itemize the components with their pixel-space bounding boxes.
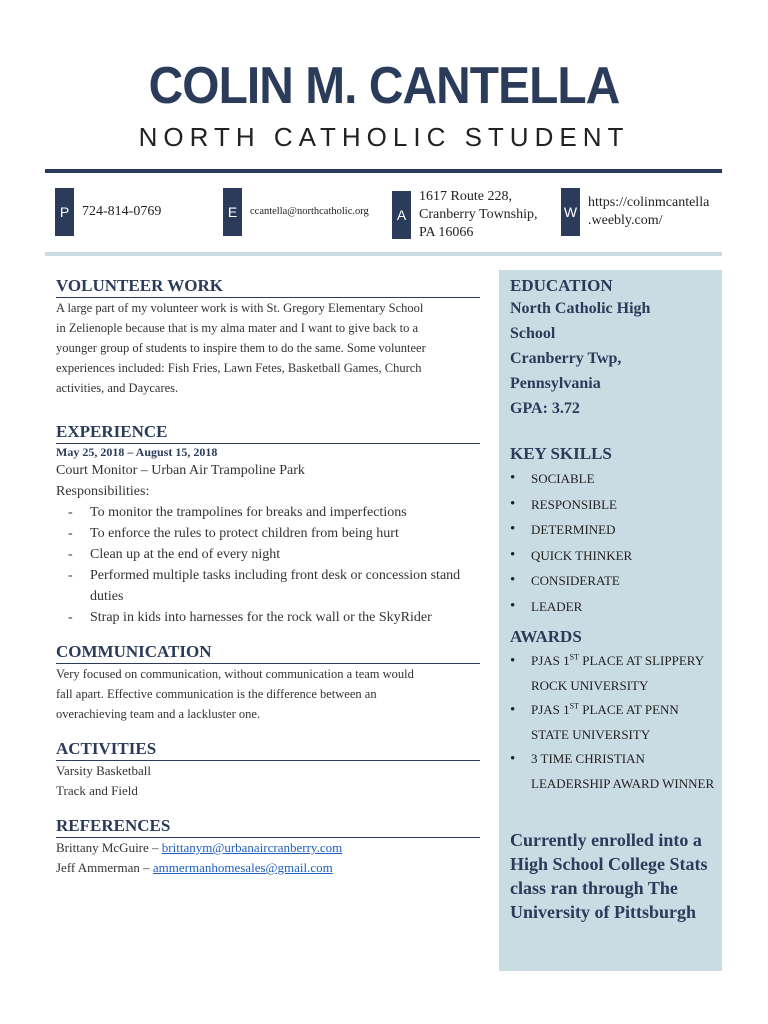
list-item: Varsity Basketball (56, 763, 151, 778)
references-heading: REFERENCES (56, 816, 480, 838)
education-section (510, 276, 716, 421)
list-item: - To enforce the rules to protect children from being hurt (56, 523, 480, 544)
experience-section (56, 422, 480, 628)
list-item: - To monitor the trampolines for breaks and imperfections (56, 502, 480, 523)
reference-email-link[interactable]: brittanym@urbanaircranberry.com (161, 840, 343, 855)
email-value[interactable]: ccantella@northcatholic.org (250, 206, 369, 217)
activities-list (56, 761, 480, 801)
list-item: • RESPONSIBLE (510, 492, 716, 518)
website-value[interactable]: https://colinmcantella .weebly.com/ (588, 195, 710, 228)
communication-heading: COMMUNICATION (56, 642, 480, 664)
address-value: 1617 Route 228, Cranberry Township, PA 16066 (419, 189, 538, 240)
activities-section (56, 739, 480, 801)
communication-text: Very focused on communication, without communication a team would fall apart. Effective communication is the difference between an overachieving team and a lackluster one. (56, 667, 414, 721)
email-label-badge: E (223, 188, 242, 236)
contact-email (223, 188, 369, 236)
education-details: North Catholic High School Cranberry Twp, Pennsylvania GPA: 3.72 (510, 300, 651, 417)
phone-label-badge: P (55, 188, 74, 236)
skills-list (510, 466, 716, 619)
references-list (56, 838, 480, 878)
phone-value: 724-814-0769 (82, 204, 162, 219)
list-item: • CONSIDERATE (510, 568, 716, 594)
enrollment-note (510, 828, 716, 924)
address-label-badge: A (392, 191, 411, 239)
volunteer-heading: VOLUNTEER WORK (56, 276, 480, 298)
communication-section (56, 642, 480, 724)
list-item: - Performed multiple tasks including front desk or concession stand duties (56, 565, 480, 607)
list-item: • PJAS 1ST PLACE AT PENN STATE UNIVERSITY (510, 698, 716, 747)
experience-dates: May 25, 2018 – August 15, 2018 (56, 445, 218, 459)
skills-heading: KEY SKILLS (510, 444, 612, 463)
responsibilities-list (56, 502, 480, 628)
responsibilities-label: Responsibilities: (56, 484, 150, 499)
contact-divider (45, 252, 722, 256)
resume-subtitle: NORTH CATHOLIC STUDENT (138, 122, 630, 152)
list-item: - Strap in kids into harnesses for the rock wall or the SkyRider (56, 607, 480, 628)
header-divider (45, 169, 722, 173)
volunteer-text: A large part of my volunteer work is with St. Gregory Elementary School in Zelienople because that is my alma mater and I want to give back to a younger group of students to inspire them to do the same. Some volunteer experiences included: Fish Fries, Lawn Fetes, Basketball Games, Church activities, and Daycares. (56, 301, 426, 395)
awards-heading: AWARDS (510, 627, 582, 646)
activities-heading: ACTIVITIES (56, 739, 480, 761)
reference-email-link[interactable]: ammermanhomesales@gmail.com (152, 860, 333, 875)
awards-list (510, 649, 716, 796)
list-item: • QUICK THINKER (510, 543, 716, 569)
list-item: - Clean up at the end of every night (56, 544, 480, 565)
list-item: • LEADER (510, 594, 716, 620)
list-item: • PJAS 1ST PLACE AT SLIPPERY ROCK UNIVERSITY (510, 649, 716, 698)
sidebar (499, 270, 722, 971)
experience-role: Court Monitor – Urban Air Trampoline Park (56, 463, 305, 478)
reference-name: Jeff Ammerman – (56, 860, 153, 875)
education-heading: EDUCATION (510, 276, 613, 295)
enrollment-text: Currently enrolled into a High School College Stats class ran through The University of Pittsburgh (510, 830, 708, 922)
list-item: • 3 TIME CHRISTIAN LEADERSHIP AWARD WINNER (510, 747, 716, 796)
list-item: • SOCIABLE (510, 466, 716, 492)
experience-heading: EXPERIENCE (56, 422, 480, 444)
skills-section (510, 444, 716, 619)
reference-name: Brittany McGuire – (56, 840, 162, 855)
list-item: Track and Field (56, 783, 138, 798)
resume-name: COLIN M. CANTELLA (148, 57, 620, 115)
references-section (56, 816, 480, 878)
awards-section (510, 627, 716, 796)
contact-address (392, 188, 538, 242)
reference-row (56, 838, 480, 858)
volunteer-section (56, 276, 480, 398)
contact-phone (55, 188, 161, 236)
reference-row (56, 858, 480, 878)
list-item: • DETERMINED (510, 517, 716, 543)
contact-website (561, 188, 709, 236)
web-label-badge: W (561, 188, 580, 236)
